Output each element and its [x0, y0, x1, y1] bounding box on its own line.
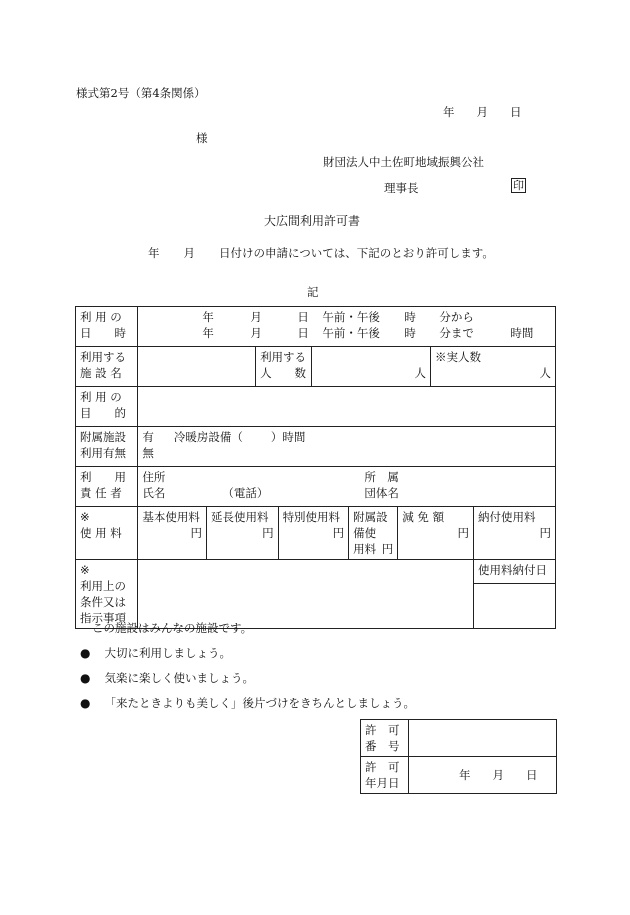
intro-year: 年 — [148, 246, 160, 260]
fee-special[interactable]: 特別使用料 円 — [278, 507, 349, 560]
facility-row — [76, 347, 556, 387]
fee-payable[interactable]: 納付使用料 円 — [473, 507, 555, 560]
fee-equipment[interactable]: 附属設備使 用料 円 — [349, 507, 398, 560]
permit-date-label: 許 可 年月日 — [361, 757, 409, 794]
purpose-row — [76, 387, 556, 427]
paid-date-field[interactable] — [473, 584, 555, 629]
aircon-hours: ）時間 — [270, 430, 306, 444]
responsible-label: 利 用 責 任 者 — [76, 467, 138, 507]
equipment-yes[interactable]: 有 — [142, 430, 154, 444]
chairman-title: 理事長 — [384, 181, 419, 195]
application-table — [75, 306, 556, 629]
equipment-row — [76, 427, 556, 467]
date-year: 年 — [443, 105, 455, 119]
address-label: 住所 — [142, 470, 166, 484]
conditions-row — [76, 560, 556, 584]
fee-label: ※ 使 用 料 — [76, 507, 138, 560]
people-label: 利用する 人 数 — [256, 347, 312, 387]
date-day: 日 — [510, 105, 522, 119]
facility-name-field[interactable] — [138, 347, 256, 387]
responsible-row — [76, 467, 556, 507]
notes-lead: この施設はみんなの施設です。 — [92, 621, 253, 635]
bullet-icon: ● — [80, 696, 91, 710]
note-item: ● 気楽に楽しく使いましょう。 — [80, 671, 254, 685]
conditions-field[interactable] — [138, 560, 474, 629]
people-count-field[interactable]: 人 — [312, 347, 431, 387]
permit-table — [360, 719, 557, 794]
datetime-cell[interactable]: 年 月 日 午前・午後 時 分から 年 月 日 午前・午後 時 分まで 時間 — [138, 307, 556, 347]
equipment-no[interactable]: 無 — [142, 446, 154, 460]
form-number: 様式第2号（第4条関係） — [76, 86, 206, 100]
equipment-field[interactable] — [138, 427, 556, 467]
organization-name: 財団法人中土佐町地域振興公社 — [323, 155, 484, 169]
permit-date-field[interactable]: 年 月 日 — [409, 757, 557, 794]
addressee-suffix: 様 — [196, 131, 208, 145]
intro-sentence: 日付けの申請については、下記のとおり許可します。 — [219, 246, 494, 260]
purpose-label: 利 用 の 目 的 — [76, 387, 138, 427]
name-label: 氏名 — [142, 486, 166, 500]
seal-mark: 印 — [513, 179, 524, 192]
note-item: ● 大切に利用しましょう。 — [80, 646, 231, 660]
fee-reduction[interactable]: 減 免 額 円 — [398, 507, 474, 560]
actual-people-field[interactable]: ※実人数 人 — [431, 347, 556, 387]
responsible-field[interactable] — [138, 467, 556, 507]
date-month: 月 — [476, 105, 488, 119]
issue-date — [443, 104, 522, 120]
fee-basic[interactable]: 基本使用料 円 — [138, 507, 207, 560]
facility-label: 利用する 施 設 名 — [76, 347, 138, 387]
conditions-label: ※ 利用上の 条件又は 指示事項 — [76, 560, 138, 629]
document-title: 大広間利用許可書 — [264, 214, 361, 228]
bullet-icon: ● — [80, 646, 91, 660]
ki-mark: 記 — [307, 285, 319, 299]
phone-label: （電話） — [222, 486, 269, 500]
fee-row — [76, 507, 556, 560]
fee-extension[interactable]: 延長使用料 円 — [206, 507, 278, 560]
intro-month: 月 — [183, 246, 195, 260]
intro-text — [148, 245, 494, 261]
equipment-label: 附属施設 利用有無 — [76, 427, 138, 467]
datetime-label: 利 用 の 日 時 — [76, 307, 138, 347]
group-label: 団体名 — [364, 486, 399, 500]
permit-number-label: 許 可 番 号 — [361, 720, 409, 757]
aircon-label: 冷暖房設備（ — [173, 430, 243, 444]
bullet-icon: ● — [80, 671, 91, 685]
permit-number-field[interactable] — [409, 720, 557, 757]
note-item: ● 「来たときよりも美しく」後片づけをきちんとしましょう。 — [80, 696, 415, 710]
purpose-field[interactable] — [138, 387, 556, 427]
affiliation-label: 所 属 — [364, 470, 399, 484]
paid-date-label: 使用料納付日 — [473, 560, 555, 584]
datetime-row — [76, 307, 556, 347]
